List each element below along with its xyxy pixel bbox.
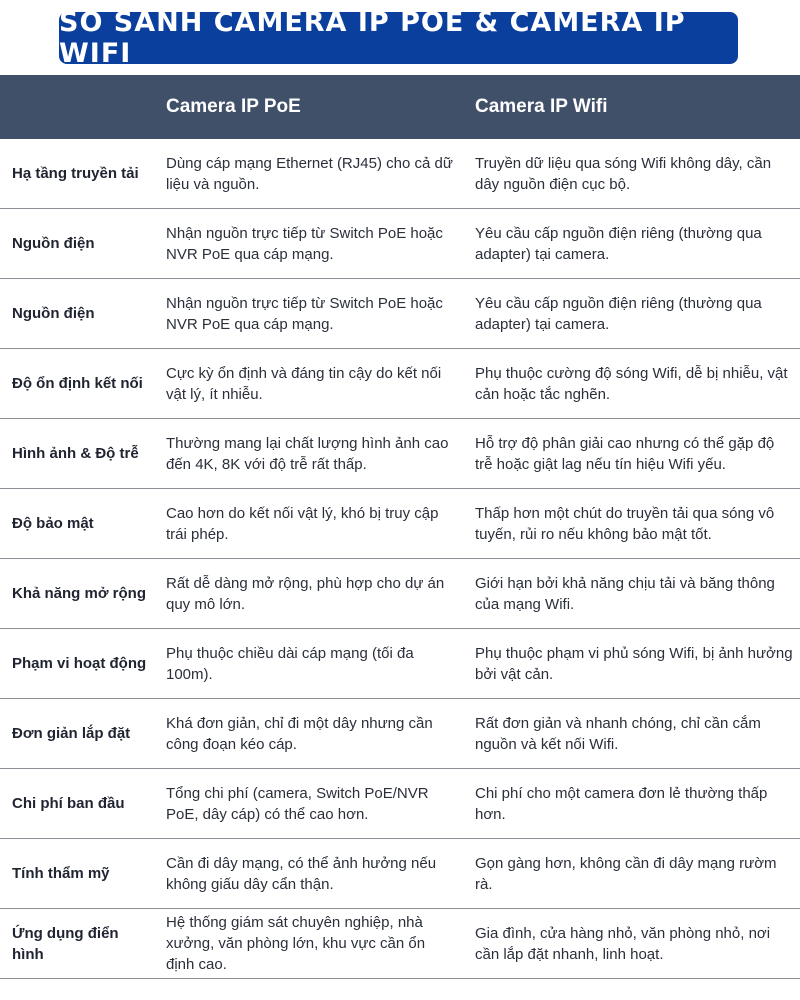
- row-wifi-value: [475, 279, 793, 348]
- row-criterion: [12, 839, 152, 908]
- row-wifi-value-text: Chi phí cho một camera đơn lẻ thường thấp hơn.: [475, 784, 768, 823]
- row-criterion: [12, 349, 152, 418]
- table-row: [0, 349, 800, 419]
- table-header: [0, 75, 800, 139]
- row-wifi-value-text: Giới hạn bởi khả năng chịu tải và băng thông của mạng Wifi.: [475, 574, 775, 613]
- table-row: [0, 839, 800, 909]
- row-poe-value-text: Khá đơn giản, chỉ đi một dây nhưng cần công đoạn kéo cáp.: [166, 714, 433, 753]
- row-poe-value: [166, 909, 456, 978]
- row-criterion-text: Độ ổn định kết nối: [12, 375, 143, 392]
- row-criterion: [12, 279, 152, 348]
- row-criterion-text: Đơn giản lắp đặt: [12, 725, 131, 742]
- row-poe-value-text: Rất dễ dàng mở rộng, phù hợp cho dự án quy mô lớn.: [166, 574, 445, 613]
- page-title: SO SÁNH CAMERA IP POE & CAMERA IP WIFI: [59, 12, 738, 64]
- row-poe-value: [166, 279, 456, 348]
- row-poe-value: [166, 139, 456, 208]
- row-criterion: [12, 699, 152, 768]
- row-poe-value: [166, 489, 456, 558]
- row-wifi-value-text: Phụ thuộc cường độ sóng Wifi, dễ bị nhiễu, vật cản hoặc tắc nghẽn.: [475, 364, 788, 403]
- table-row: [0, 629, 800, 699]
- table-body: [0, 139, 800, 979]
- table-row: [0, 489, 800, 559]
- row-criterion-text: Tính thẩm mỹ: [12, 865, 110, 882]
- row-poe-value: [166, 629, 456, 698]
- row-wifi-value-text: Truyền dữ liệu qua sóng Wifi không dây, cần dây nguồn điện cục bộ.: [475, 154, 772, 193]
- row-criterion-text: Nguồn điện: [12, 235, 95, 252]
- row-criterion-text: Hạ tầng truyền tải: [12, 165, 139, 182]
- row-poe-value-text: Cần đi dây mạng, có thể ảnh hưởng nếu không giấu dây cẩn thận.: [166, 854, 437, 893]
- row-wifi-value: [475, 489, 793, 558]
- row-wifi-value: [475, 629, 793, 698]
- table-row: [0, 279, 800, 349]
- row-criterion: [12, 489, 152, 558]
- row-poe-value: [166, 209, 456, 278]
- row-criterion-text: Khả năng mở rộng: [12, 585, 146, 602]
- header-camera-ip-poe: Camera IP PoE: [166, 96, 301, 117]
- row-wifi-value-text: Rất đơn giản và nhanh chóng, chỉ cần cắm nguồn và kết nối Wifi.: [475, 714, 761, 753]
- table-row: [0, 209, 800, 279]
- row-poe-value-text: Thường mang lại chất lượng hình ảnh cao đến 4K, 8K với độ trễ rất thấp.: [166, 434, 449, 473]
- row-wifi-value: [475, 559, 793, 628]
- row-criterion-text: Nguồn điện: [12, 305, 95, 322]
- table-row: [0, 139, 800, 209]
- row-wifi-value-text: Gọn gàng hơn, không cần đi dây mạng rườm rà.: [475, 854, 777, 893]
- row-criterion-text: Hình ảnh & Độ trễ: [12, 445, 139, 462]
- row-criterion: [12, 209, 152, 278]
- row-wifi-value: [475, 139, 793, 208]
- row-wifi-value-text: Thấp hơn một chút do truyền tải qua sóng vô tuyến, rủi ro nếu không bảo mật tốt.: [475, 504, 775, 543]
- row-wifi-value: [475, 839, 793, 908]
- row-poe-value-text: Dùng cáp mạng Ethernet (RJ45) cho cả dữ liệu và nguồn.: [166, 154, 453, 193]
- row-wifi-value: [475, 909, 793, 978]
- comparison-table: [0, 75, 800, 979]
- table-row: [0, 909, 800, 979]
- row-poe-value: [166, 559, 456, 628]
- row-wifi-value-text: Gia đình, cửa hàng nhỏ, văn phòng nhỏ, nơi cần lắp đặt nhanh, linh hoạt.: [475, 924, 771, 963]
- row-poe-value: [166, 769, 456, 838]
- row-wifi-value: [475, 349, 793, 418]
- row-poe-value-text: Tổng chi phí (camera, Switch PoE/NVR PoE, dây cáp) có thể cao hơn.: [166, 784, 429, 823]
- row-poe-value: [166, 349, 456, 418]
- row-wifi-value: [475, 699, 793, 768]
- row-criterion-text: Độ bảo mật: [12, 515, 94, 532]
- row-wifi-value-text: Phụ thuộc phạm vi phủ sóng Wifi, bị ảnh hưởng bởi vật cản.: [475, 644, 793, 683]
- row-poe-value: [166, 839, 456, 908]
- row-poe-value-text: Nhận nguồn trực tiếp từ Switch PoE hoặc NVR PoE qua cáp mạng.: [166, 224, 443, 263]
- row-poe-value-text: Nhận nguồn trực tiếp từ Switch PoE hoặc NVR PoE qua cáp mạng.: [166, 294, 443, 333]
- row-poe-value: [166, 419, 456, 488]
- row-wifi-value-text: Hỗ trợ độ phân giải cao nhưng có thể gặp độ trễ hoặc giật lag nếu tín hiệu Wifi yếu.: [475, 434, 775, 473]
- row-criterion: [12, 139, 152, 208]
- row-criterion: [12, 909, 152, 978]
- row-criterion: [12, 769, 152, 838]
- row-criterion: [12, 629, 152, 698]
- table-row: [0, 419, 800, 489]
- row-poe-value: [166, 699, 456, 768]
- row-poe-value-text: Cao hơn do kết nối vật lý, khó bị truy cập trái phép.: [166, 504, 439, 543]
- row-poe-value-text: Phụ thuộc chiều dài cáp mạng (tối đa 100m).: [166, 644, 414, 683]
- row-poe-value-text: Cực kỳ ổn định và đáng tin cậy do kết nối vật lý, ít nhiễu.: [166, 364, 442, 403]
- row-wifi-value: [475, 209, 793, 278]
- row-criterion-text: Phạm vi hoạt động: [12, 655, 147, 672]
- table-row: [0, 699, 800, 769]
- row-criterion-text: Ứng dụng điển hình: [12, 924, 119, 963]
- row-wifi-value-text: Yêu cầu cấp nguồn điện riêng (thường qua adapter) tại camera.: [475, 294, 762, 333]
- row-wifi-value: [475, 769, 793, 838]
- row-poe-value-text: Hệ thống giám sát chuyên nghiệp, nhà xưởng, văn phòng lớn, khu vực cần ổn định cao.: [166, 914, 426, 973]
- row-criterion-text: Chi phí ban đầu: [12, 795, 125, 812]
- row-wifi-value: [475, 419, 793, 488]
- header-camera-ip-wifi: Camera IP Wifi: [475, 96, 608, 117]
- row-criterion: [12, 419, 152, 488]
- row-criterion: [12, 559, 152, 628]
- row-wifi-value-text: Yêu cầu cấp nguồn điện riêng (thường qua adapter) tại camera.: [475, 224, 762, 263]
- table-row: [0, 559, 800, 629]
- table-row: [0, 769, 800, 839]
